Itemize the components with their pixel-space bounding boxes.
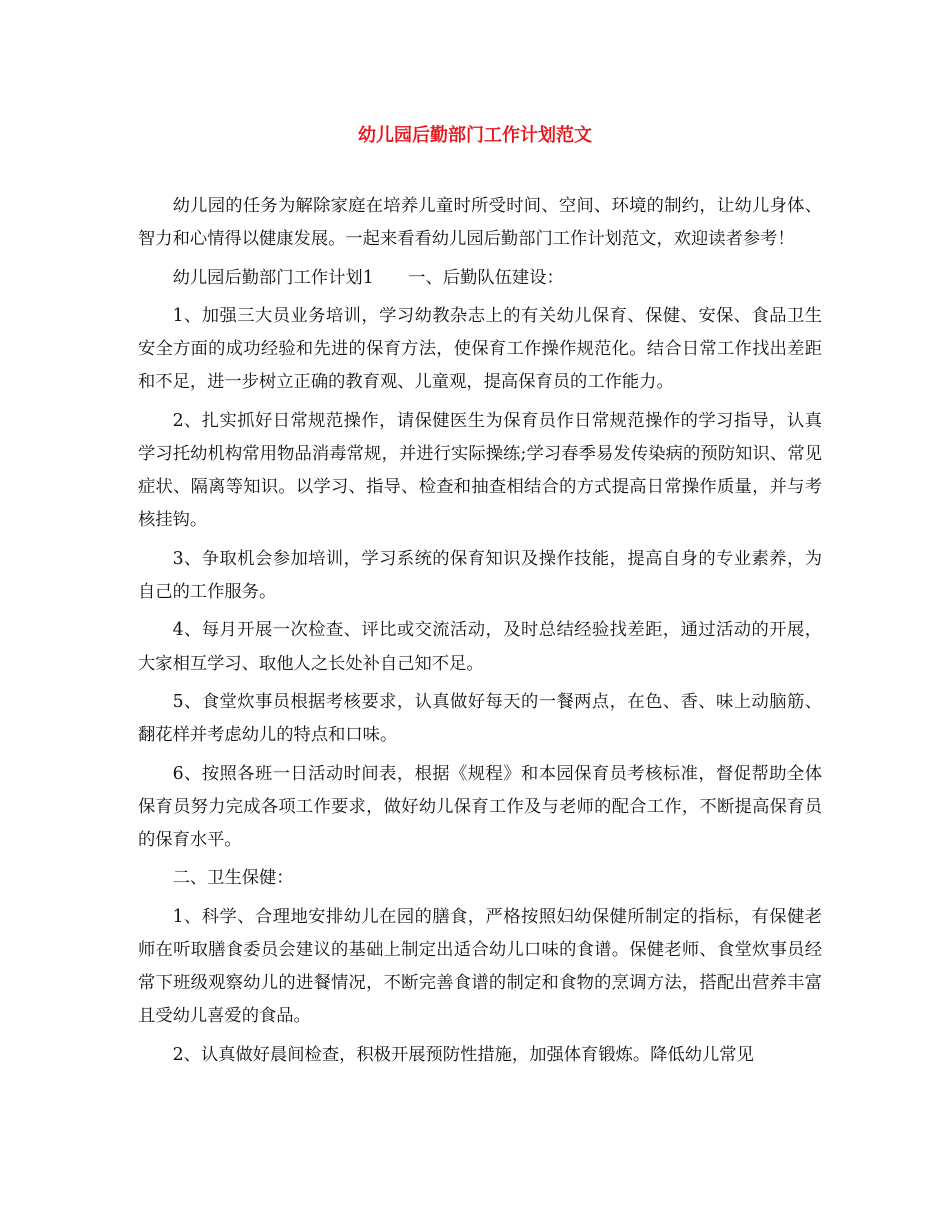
item-3-paragraph: 3、争取机会参加培训，学习系统的保育知识及操作技能，提高自身的专业素养，为自己的工作服务。: [138, 548, 822, 602]
item-6-paragraph: 6、按照各班一日活动时间表，根据《规程》和本园保育员考核标准，督促帮助全体保育员努力完成各项工作要求，做好幼儿保育工作及与老师的配合工作，不断提高保育员的保育水平。: [138, 763, 822, 850]
document-title: 幼儿园后勤部门工作计划范文: [358, 125, 592, 146]
plan-heading-paragraph: 幼儿园后勤部门工作计划1 一、后勤队伍建设：: [172, 267, 564, 288]
document-body: [138, 190, 822, 1077]
item-1-paragraph: 1、加强三大员业务培训，学习幼教杂志上的有关幼儿保育、保健、安保、食品卫生安全方面的成功经验和先进的保育方法，使保育工作操作规范化。结合日常工作找出差距和不足，进一步树立正确的教育观、儿童观，提高保育员的工作能力。: [138, 305, 822, 393]
item-5-paragraph: 5、食堂炊事员根据考核要求，认真做好每天的一餐两点，在色、香、味上动脑筋、翻花样并考虑幼儿的特点和口味。: [138, 691, 822, 746]
section-2-heading: 二、卫生保健：: [172, 868, 294, 889]
health-item-2-paragraph: 2、认真做好晨间检查，积极开展预防性措施，加强体育锻炼。降低幼儿常见: [172, 1044, 754, 1065]
item-4-paragraph: 4、每月开展一次检查、评比或交流活动，及时总结经验找差距，通过活动的开展，大家相互学习、取他人之长处补自己知不足。: [138, 620, 822, 674]
health-item-1-paragraph: 1、科学、合理地安排幼儿在园的膳食，严格按照妇幼保健所制定的指标，有保健老师在听取膳食委员会建议的基础上制定出适合幼儿口味的食谱。保健老师、食堂炊事员经常下班级观察幼儿的进餐情况，不断完善食谱的制定和食物的烹调方法，搭配出营养丰富且受幼儿喜爱的食品。: [138, 906, 822, 1027]
item-2-paragraph: 2、扎实抓好日常规范操作，请保健医生为保育员作日常规范操作的学习指导，认真学习托幼机构常用物品消毒常规，并进行实际操练;学习春季易发传染病的预防知识、常见症状、隔离等知识。以学习、指导、检查和抽查相结合的方式提高日常操作质量，并与考核挂钩。: [138, 410, 822, 531]
intro-paragraph: 幼儿园的任务为解除家庭在培养儿童时所受时间、空间、环境的制约，让幼儿身体、智力和心情得以健康发展。一起来看看幼儿园后勤部门工作计划范文，欢迎读者参考！: [138, 196, 822, 250]
